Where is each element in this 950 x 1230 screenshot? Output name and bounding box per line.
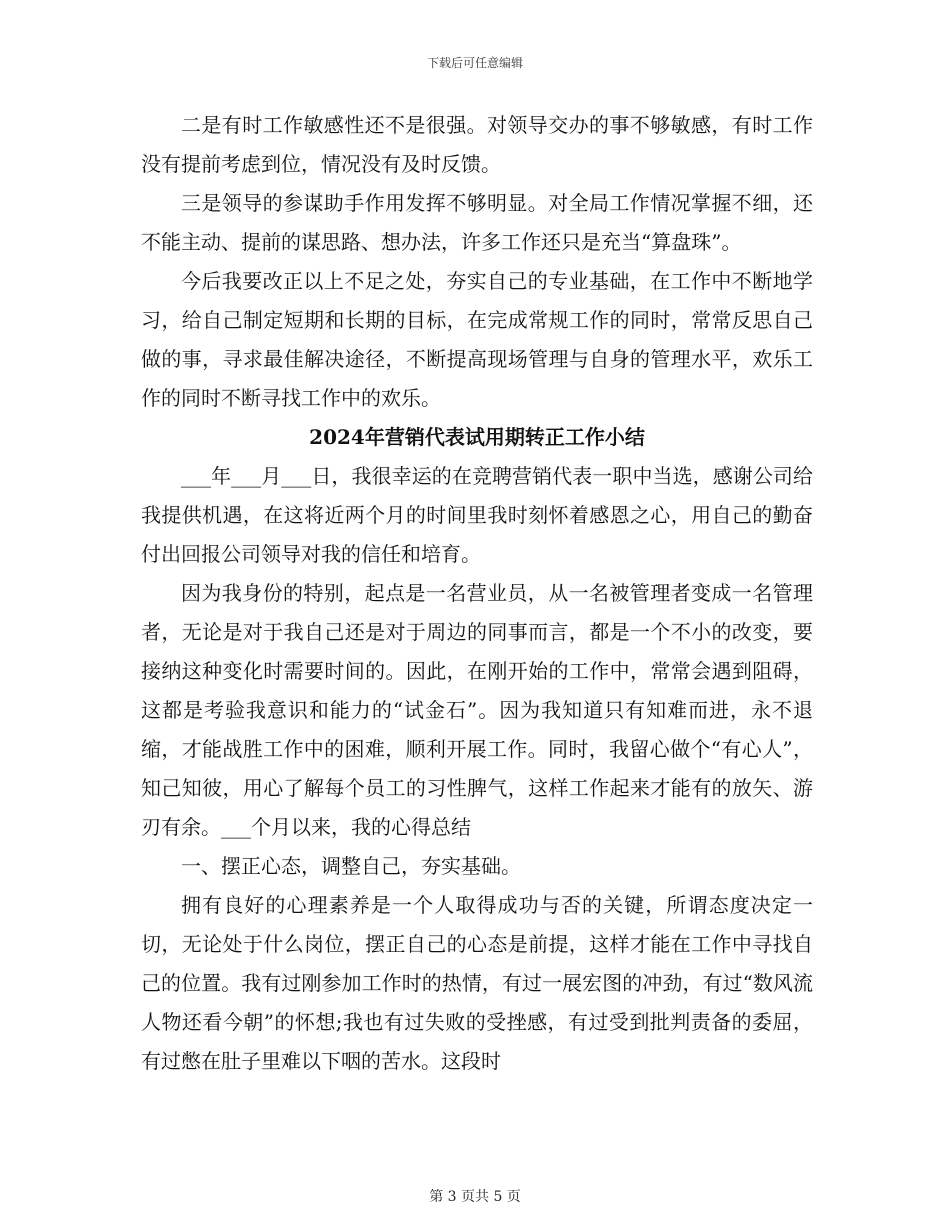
paragraph: 二是有时工作敏感性还不是很强。对领导交办的事不够敏感，有时工作没有提前考虑到位，情况没有及时反馈。: [141, 113, 813, 176]
page-footer: 第 3 页共 5 页: [429, 1189, 521, 1205]
section-title: 2024年营销代表试用期转正工作小结: [309, 425, 645, 449]
paragraph: 三是领导的参谋助手作用发挥不够明显。对全局工作情况掌握不细，还不能主动、提前的谋思路、想办法，许多工作还只是充当“算盘珠”。: [141, 191, 813, 254]
paragraph: 因为我身份的特别，起点是一名营业员，从一名被管理者变成一名管理者，无论是对于我自己还是对于周边的同事而言，都是一个不小的改变，要接纳这种变化时需要时间的。因此，在刚开始的工作中，常常会遇到阻碍，这都是考验我意识和能力的“试金石”。因为我知道只有知难而进，永不退缩，才能战胜工作中的困难，顺利开展工作。同时，我留心做个“有心人”，知己知彼，用心了解每个员工的习性脾气，这样工作起来才能有的放矢、游刃有余。___个月以来，我的心得总结: [141, 581, 813, 839]
document-body: [141, 106, 813, 1081]
paragraph: ___年___月___日，我很幸运的在竞聘营销代表一职中当选，感谢公司给我提供机遇，在这将近两个月的时间里我时刻怀着感恩之心，用自己的勤奋付出回报公司领导对我的信任和培育。: [141, 464, 813, 566]
page-header: 下载后可任意编辑: [426, 56, 523, 70]
paragraph: 拥有良好的心理素养是一个人取得成功与否的关键，所谓态度决定一切，无论处于什么岗位，摆正自己的心态是前提，这样才能在工作中寻找自己的位置。我有过刚参加工作时的热情，有过一展宏图的冲劲，有过“数风流人物还看今朝”的怀想;我也有过失败的受挫感，有过受到批判责备的委屈，有过憋在肚子里难以下咽的苦水。这段时: [141, 893, 813, 1073]
paragraph: 一、摆正心态，调整自己，夯实基础。: [181, 854, 521, 878]
paragraph: 今后我要改正以上不足之处，夯实自己的专业基础，在工作中不断地学习，给自己制定短期和长期的目标，在完成常规工作的同时，常常反思自己做的事，寻求最佳解决途径，不断提高现场管理与自身的管理水平，欢乐工作的同时不断寻找工作中的欢乐。: [141, 269, 813, 410]
